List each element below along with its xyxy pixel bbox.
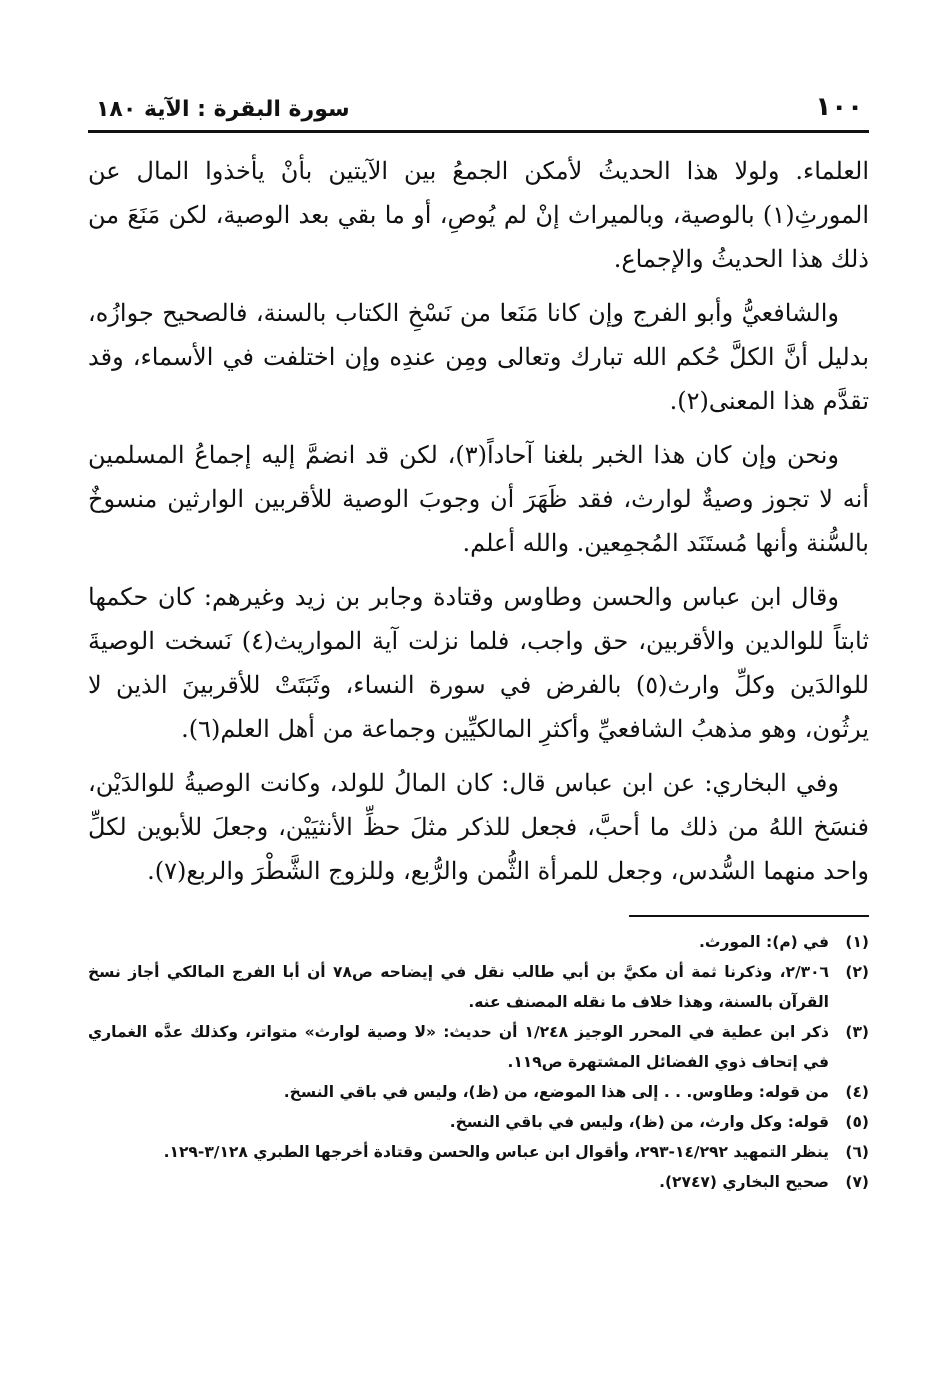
footnote	[88, 1017, 869, 1077]
paragraph: والشافعيُّ وأبو الفرج وإن كانا مَنَعا من نَسْخِ الكتاب بالسنة، فالصحيح جوازُه، بدليل أنَّ الكلَّ حُكم الله تبارك وتعالى ومِن عندِه وإن اختلفت في الأسماء، وقد تقدَّم هذا المعنى(٢).	[88, 299, 869, 415]
footnote-number: (٦)	[845, 1143, 869, 1161]
footnote-number: (٧)	[845, 1173, 869, 1191]
footnote	[88, 927, 869, 957]
footnote-text: ينظر التمهيد ١٤/٢٩٢-٢٩٣، وأقوال ابن عباس والحسن وقتادة أخرجها الطبري ٣/١٢٨-١٢٩.	[163, 1143, 829, 1161]
footnote	[88, 1167, 869, 1197]
footnote-text: قوله: وكل وارث، من (ظ)، وليس في باقي النسخ.	[449, 1113, 829, 1131]
paragraph: وقال ابن عباس والحسن وطاوس وقتادة وجابر بن زيد وغيرهم: كان حكمها ثابتاً للوالدين والأقربين، حق واجب، فلما نزلت آية المواريث(٤) نَسخت الوصيةَ للوالدَين وكلِّ وارث(٥) بالفرض في سورة النساء، وثَبَتَتْ للأقربينَ الذين لا يرثُون، وهو مذهبُ الشافعيِّ وأكثرِ المالكيِّين وجماعة من أهل العلم(٦).	[88, 583, 870, 743]
paragraph: العلماء. ولولا هذا الحديثُ لأمكن الجمعُ بين الآيتين بأنْ يأخذوا المال عن المورثِ(١) بالوصية، وبالميراث إنْ لم يُوصِ، أو ما بقي بعد الوصية، لكن مَنَعَ من ذلك هذا الحديثُ والإجماع.	[88, 157, 869, 273]
footnote-text: في (م): المورث.	[699, 933, 829, 951]
footnotes	[88, 927, 869, 1197]
footnote-number: (٢)	[845, 963, 869, 981]
footnote-text: من قوله: وطاوس. . . إلى هذا الموضع، من (ظ)، وليس في باقي النسخ.	[283, 1083, 829, 1101]
paragraph: وفي البخاري: عن ابن عباس قال: كان المالُ للولد، وكانت الوصيةُ للوالدَيْن، فنسَخ اللهُ من ذلك ما أحبَّ، فجعل للذكر مثلَ حظِّ الأنثيَيْن، وجعلَ للأبوين لكلِّ واحد منهما السُّدس، وجعل للمرأة الثُّمن والرُّبع، وللزوج الشَّطْرَ والربع(٧).	[88, 769, 869, 885]
running-title: سورة البقرة : الآية ١٨٠	[96, 97, 350, 122]
page-number: ١٠٠	[815, 92, 863, 122]
footnote-text: صحيح البخاري (٢٧٤٧).	[659, 1173, 829, 1191]
footnote	[88, 1137, 869, 1167]
footnote-divider	[629, 915, 869, 917]
footnote-text: ذكر ابن عطية في المحرر الوجيز ١/٢٤٨ أن حديث: «لا وصية لوارث» متواتر، وكذلك عدَّه الغماري في إتحاف ذوي الفضائل المشتهرة ص١١٩.	[88, 1023, 829, 1071]
footnote	[88, 1077, 869, 1107]
footnote-number: (٣)	[845, 1023, 869, 1041]
page-header	[88, 92, 869, 133]
footnote-text: ٢/٣٠٦، وذكرنا ثمة أن مكيَّ بن أبي طالب نقل في إيضاحه ص٧٨ أن أبا الفرج المالكي أجاز نسخ القرآن بالسنة، وهذا خلاف ما نقله المصنف عنه.	[88, 963, 829, 1011]
footnote-number: (٥)	[845, 1113, 869, 1131]
paragraph: ونحن وإن كان هذا الخبر بلغنا آحاداً(٣)، لكن قد انضمَّ إليه إجماعُ المسلمين أنه لا تجوز وصيةٌ لوارث، فقد ظَهَرَ أن وجوبَ الوصية للأقربين الوارثين منسوخٌ بالسُّنة وأنها مُستَنَد المُجمِعين. والله أعلم.	[88, 441, 869, 557]
main-text	[88, 149, 869, 893]
footnote-number: (٤)	[845, 1083, 869, 1101]
footnote	[88, 1107, 869, 1137]
footnote-number: (١)	[845, 933, 869, 951]
footnote	[88, 957, 869, 1017]
